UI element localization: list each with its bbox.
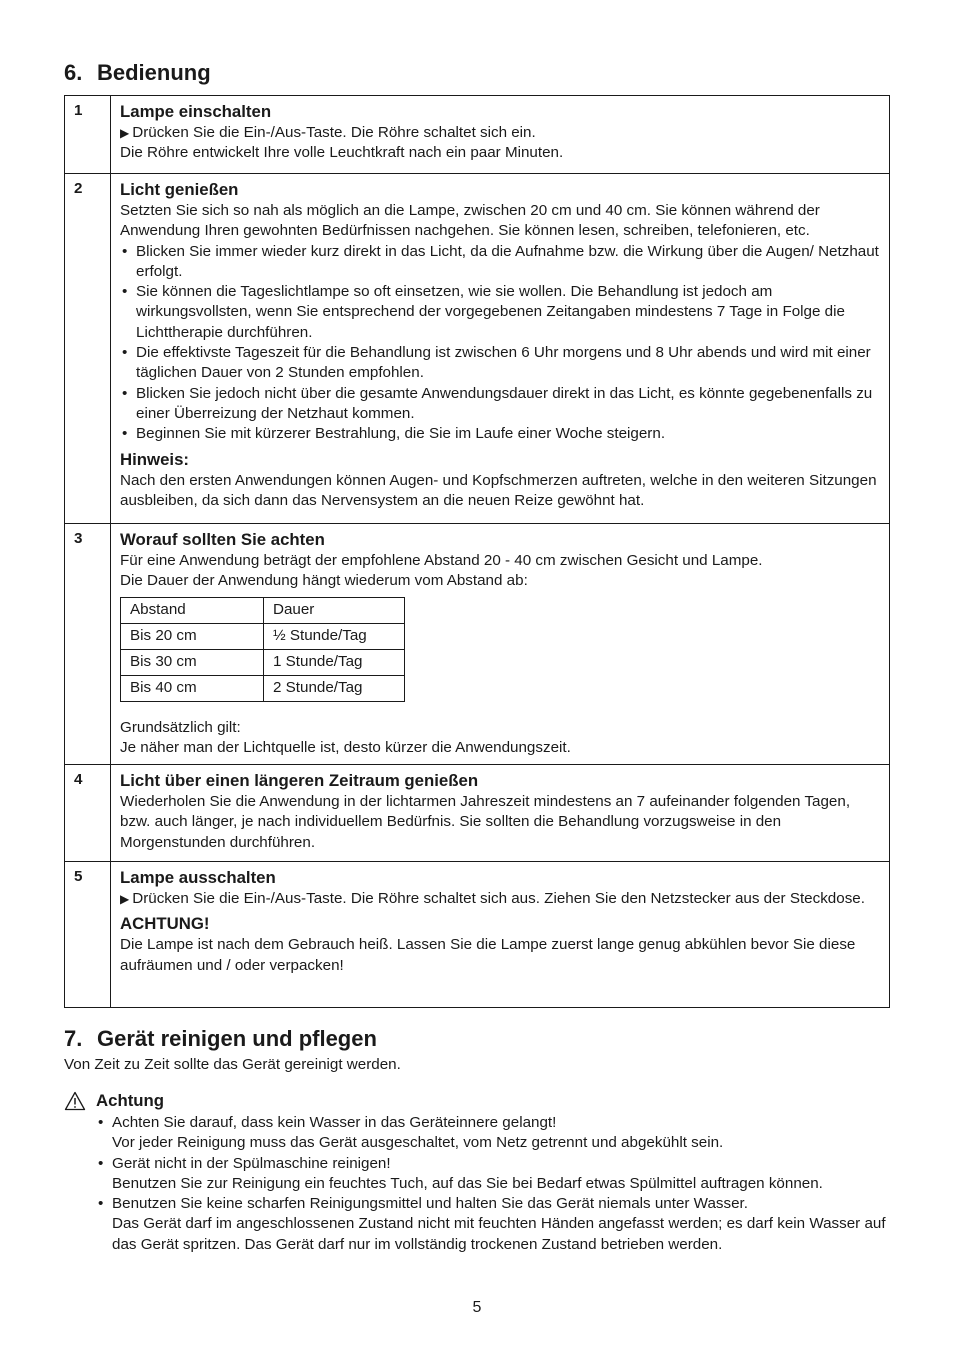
section-6-heading	[64, 60, 211, 86]
warning-triangle-icon	[64, 1091, 86, 1111]
step-instruction: Drücken Sie die Ein-/Aus-Taste. Die Röhre schaltet sich aus. Ziehen Sie den Netzstecker aus der Steckdose.	[132, 890, 865, 907]
step-row-3	[65, 524, 890, 765]
step-row-5	[65, 862, 890, 1008]
table-cell: Bis 20 cm	[121, 623, 264, 649]
step-title: Lampe einschalten	[120, 102, 272, 121]
step-bullet-list	[120, 242, 880, 445]
step-title: Worauf sollten Sie achten	[120, 530, 325, 549]
step-text: Wiederholen Sie die Anwendung in der lichtarmen Jahreszeit mindestens an 7 aufeinander folgenden Tagen, bzw. auch länger, je nach individuellem Bedürfnis. Sie sollten die Behandlung vorzugsweise in den Morgenstunden durchführen.	[120, 793, 851, 851]
table-row	[121, 623, 405, 649]
operation-steps-table	[64, 95, 890, 1008]
note-text: Nach den ersten Anwendungen können Augen- und Kopfschmerzen auftreten, welche in den weiteren Sitzungen ausbleiben, da sich dann das Nervensystem an die neuen Reize gewöhnt hat.	[120, 471, 877, 509]
cleaning-warning-block	[64, 1090, 894, 1255]
section-7-number: 7.	[64, 1026, 83, 1051]
duration-table	[120, 597, 405, 702]
step-title: Licht genießen	[120, 180, 239, 199]
warning-text: Die Lampe ist nach dem Gebrauch heiß. Lassen Sie die Lampe zuerst lange genug abkühlen bevor Sie diese aufräumen und / oder verpacken!	[120, 936, 856, 974]
triangle-right-icon: ▶	[120, 126, 130, 140]
step-row-2	[65, 174, 890, 524]
page-number: 5	[472, 1299, 482, 1316]
step-number: 5	[65, 862, 111, 1008]
list-item: • Die effektivste Tageszeit für die Behandlung ist zwischen 6 Uhr morgens und 8 Uhr abends und wird mit einer täglichen Dauer von 2 Stunden empfohlen.	[120, 343, 880, 384]
step-text: Für eine Anwendung beträgt der empfohlene Abstand 20 - 40 cm zwischen Gesicht und Lampe.	[120, 552, 763, 569]
cleaning-bullet-list	[96, 1113, 894, 1255]
table-row	[121, 649, 405, 675]
section-7-intro: Von Zeit zu Zeit sollte das Gerät gereinigt werden.	[64, 1056, 401, 1073]
table-cell: 2 Stunde/Tag	[264, 675, 405, 701]
list-item: • Beginnen Sie mit kürzerer Bestrahlung, die Sie im Laufe einer Woche steigern.	[120, 424, 880, 444]
step-instruction: Drücken Sie die Ein-/Aus-Taste. Die Röhre schaltet sich ein.	[132, 124, 536, 141]
rule-label: Grundsätzlich gilt:	[120, 718, 241, 736]
list-item: • Benutzen Sie keine scharfen Reinigungsmittel und halten Sie das Gerät niemals unter Wasser. Das Gerät darf im angeschlossenen Zustand nicht mit feuchten Händen angefasst werden; es darf kein Wasser auf das Gerät spritzen. Das Gerät darf nur im vollständig trockenen Zustand betrieben werden.	[96, 1194, 894, 1255]
warning-title: ACHTUNG!	[120, 914, 210, 934]
table-header-row	[121, 597, 405, 623]
step-title: Lampe ausschalten	[120, 868, 276, 887]
table-cell: Bis 30 cm	[121, 649, 264, 675]
step-number: 3	[65, 524, 111, 765]
step-intro: Setzten Sie sich so nah als möglich an die Lampe, zwischen 20 cm und 40 cm. Sie können während der Anwendung Ihren gewohnten Bedürfnissen nachgehen. Sie können lesen, schreiben, telefonieren, etc.	[120, 202, 820, 240]
list-item: • Achten Sie darauf, dass kein Wasser in das Geräteinnere gelangt! Vor jeder Reinigung muss das Gerät ausgeschaltet, vom Netz getrennt und abgekühlt sein.	[96, 1113, 894, 1154]
step-number: 2	[65, 174, 111, 524]
table-header-cell: Abstand	[121, 597, 264, 623]
section-6-number: 6.	[64, 60, 83, 85]
list-item: • Sie können die Tageslichtlampe so oft einsetzen, wie sie wollen. Die Behandlung ist jedoch am wirkungsvollsten, wenn Sie entsprechend der vorgegebenen Zeitangaben mindestens 7 Tage in Folge die Lichttherapie durchführen.	[120, 282, 880, 343]
step-title: Licht über einen längeren Zeitraum genießen	[120, 771, 479, 790]
section-6-title: Bedienung	[97, 60, 211, 85]
note-title: Hinweis:	[120, 449, 190, 469]
section-7-title: Gerät reinigen und pflegen	[97, 1026, 377, 1051]
list-item: • Blicken Sie immer wieder kurz direkt in das Licht, da die Aufnahme bzw. die Wirkung über die Augen/ Netzhaut erfolgt.	[120, 242, 880, 283]
table-cell: 1 Stunde/Tag	[264, 649, 405, 675]
step-number: 1	[65, 96, 111, 174]
step-text: Die Röhre entwickelt Ihre volle Leuchtkraft nach ein paar Minuten.	[120, 144, 564, 162]
table-cell: ½ Stunde/Tag	[264, 623, 405, 649]
step-row-1	[65, 96, 890, 174]
table-row	[121, 675, 405, 701]
step-row-4	[65, 765, 890, 862]
table-header-cell: Dauer	[264, 597, 405, 623]
list-item: • Blicken Sie jedoch nicht über die gesamte Anwendungsdauer direkt in das Licht, es könnte gegebenenfalls zu einer Überreizung der Netzhaut kommen.	[120, 384, 880, 425]
triangle-right-icon: ▶	[120, 892, 130, 906]
step-text: Die Dauer der Anwendung hängt wiederum vom Abstand ab:	[120, 572, 528, 590]
rule-text: Je näher man der Lichtquelle ist, desto kürzer die Anwendungszeit.	[120, 738, 571, 756]
table-cell: Bis 40 cm	[121, 675, 264, 701]
list-item: • Gerät nicht in der Spülmaschine reinigen! Benutzen Sie zur Reinigung ein feuchtes Tuch, auf das Sie bei Bedarf etwas Spülmittel auftragen können.	[96, 1154, 894, 1195]
section-7-heading	[64, 1026, 377, 1052]
warning-title: Achtung	[96, 1091, 165, 1110]
step-number: 4	[65, 765, 111, 862]
